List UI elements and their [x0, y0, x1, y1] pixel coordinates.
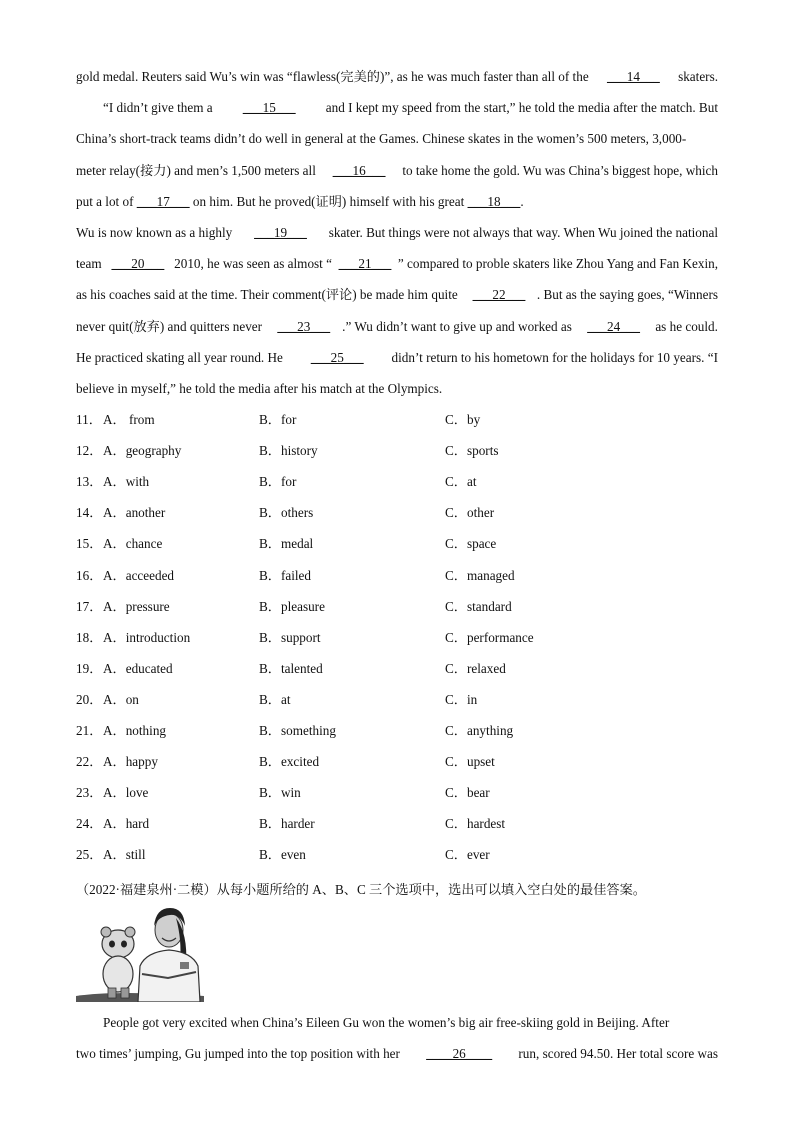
- text-segment: China’s short-track teams didn’t do well in general at the Games. Chinese skates in the women’s 500 meters, 3,000-: [76, 131, 687, 147]
- option-c: C．managed: [445, 567, 515, 583]
- question-row: [76, 622, 718, 653]
- option-a: A．still: [103, 847, 146, 863]
- option-b: B．talented: [259, 660, 323, 676]
- option-a: A．with: [103, 474, 150, 490]
- option-c: C．ever: [445, 847, 490, 863]
- option-a: A．happy: [103, 754, 158, 770]
- question-number: 25．: [76, 847, 103, 863]
- text-line: [103, 92, 718, 123]
- text-line: [76, 311, 718, 342]
- answer-blank: ___24___: [587, 318, 640, 334]
- question-row: [76, 528, 718, 559]
- option-a: A．pressure: [103, 598, 170, 614]
- question-number: 21．: [76, 723, 103, 738]
- text-segment: .” Wu didn’t want to give up and worked as: [342, 318, 576, 334]
- text-segment: to take home the gold. Wu was China’s biggest hope, which: [399, 162, 718, 178]
- option-c: C．performance: [445, 629, 534, 645]
- answer-blank: ___14___: [607, 69, 660, 84]
- question-number: 12．: [76, 443, 103, 459]
- text-segment: “I didn’t give them a: [103, 100, 216, 116]
- question-row: [76, 777, 718, 808]
- answer-blank: ___18___: [467, 193, 521, 209]
- option-c: C．by: [445, 412, 481, 427]
- question-row: [76, 560, 718, 591]
- option-a: A．on: [103, 691, 139, 707]
- question-number: 18．: [76, 629, 103, 645]
- text-line: [76, 248, 718, 279]
- text-segment: gold medal. Reuters said Wu’s win was “flawless(完美的)”, as he was much faster than all of the: [76, 69, 592, 84]
- option-c: C．at: [445, 474, 477, 490]
- option-b: B．for: [259, 412, 297, 427]
- option-b: B．medal: [259, 536, 314, 552]
- text-segment: 2010, he was seen as almost “: [170, 256, 332, 272]
- option-c: C．bear: [445, 785, 490, 801]
- question-number: 20．: [76, 691, 103, 707]
- option-c: C．upset: [445, 754, 495, 770]
- option-a: A．another: [103, 505, 166, 521]
- option-c: C．standard: [445, 598, 512, 614]
- question-row: [76, 684, 718, 715]
- question-number: 23．: [76, 785, 103, 801]
- question-number: 11．: [76, 412, 102, 427]
- text-segment: believe in myself,” he told the media after his match at the Olympics.: [76, 381, 443, 396]
- option-c: C．other: [445, 505, 495, 521]
- question-row: [76, 746, 718, 777]
- option-b: B．history: [259, 443, 318, 459]
- text-segment: on him. But he proved(证明) himself with his great: [189, 193, 468, 209]
- option-c: C．anything: [445, 723, 514, 738]
- text-segment: two times’ jumping, Gu jumped into the top position with her: [76, 1046, 404, 1062]
- text-line: [76, 186, 718, 217]
- option-c: C．in: [445, 691, 478, 707]
- option-a: A．chance: [103, 536, 163, 552]
- section-heading: （2022·福建泉州·二模）从每小题所给的 A、B、C 三个选项中，选出可以填入空白处的最佳答案。: [76, 882, 646, 897]
- question-number: 17．: [76, 598, 103, 614]
- question-row: [76, 653, 718, 684]
- text-segment: Wu is now known as a highly: [76, 225, 236, 240]
- option-a: A．love: [103, 785, 149, 801]
- question-number: 15．: [76, 536, 103, 552]
- option-a: A． from: [103, 412, 155, 427]
- question-row: [76, 466, 718, 497]
- text-segment: run, scored 94.50. Her total score was: [515, 1046, 718, 1062]
- option-b: B．win: [259, 785, 301, 801]
- option-c: C．hardest: [445, 816, 506, 832]
- text-line: [76, 342, 718, 373]
- option-b: B．something: [259, 723, 336, 738]
- question-row: [76, 715, 718, 746]
- text-line: [103, 1007, 718, 1038]
- answer-blank: ___20___: [111, 256, 165, 272]
- option-a: A．educated: [103, 660, 173, 676]
- option-b: B．pleasure: [259, 598, 325, 614]
- question-number: 13．: [76, 474, 103, 490]
- option-b: B．support: [259, 629, 321, 645]
- text-segment: as he could.: [652, 318, 718, 334]
- option-b: B．others: [259, 505, 314, 521]
- option-c: C．sports: [445, 443, 499, 459]
- text-segment: as his coaches said at the time. Their comment(评论) be made him quite: [76, 287, 462, 303]
- question-row: [76, 839, 718, 870]
- answer-blank: ___25___: [310, 349, 364, 365]
- answer-blank: ____26____: [426, 1046, 493, 1062]
- question-number: 16．: [76, 567, 103, 583]
- text-segment: . But as the saying goes, “Winners: [536, 287, 718, 303]
- text-line: [76, 123, 718, 154]
- text-line: [76, 217, 718, 248]
- answer-blank: ___19___: [254, 225, 307, 240]
- text-line: [76, 61, 718, 92]
- answer-blank: ___22___: [472, 287, 526, 303]
- option-b: B．harder: [259, 816, 315, 832]
- text-segment: didn’t return to his hometown for the holidays for 10 years. “I: [388, 349, 718, 365]
- option-a: A．geography: [103, 443, 182, 459]
- text-line: [76, 1038, 718, 1069]
- option-a: A．acceeded: [103, 567, 175, 583]
- option-b: B．for: [259, 474, 297, 490]
- option-c: C．space: [445, 536, 497, 552]
- text-segment: skater. But things were not always that way. When Wu joined the national: [325, 225, 718, 240]
- question-row: [76, 435, 718, 466]
- question-row: [76, 808, 718, 839]
- question-number: 19．: [76, 660, 103, 676]
- option-a: A．nothing: [103, 723, 167, 738]
- answer-blank: ___21___: [338, 256, 392, 272]
- answer-blank: ___17___: [136, 193, 190, 209]
- answer-blank: ___16___: [332, 162, 386, 178]
- answer-blank: ___23___: [277, 318, 331, 334]
- text-segment: team: [76, 256, 105, 272]
- option-b: B．excited: [259, 754, 320, 770]
- text-line: [76, 279, 718, 310]
- option-b: B．at: [259, 691, 291, 707]
- question-row: [76, 591, 718, 622]
- text-segment: .: [520, 193, 524, 209]
- option-c: C．relaxed: [445, 660, 506, 676]
- text-line: [76, 373, 718, 404]
- option-a: A．introduction: [103, 629, 191, 645]
- athlete-photo: [76, 904, 204, 1002]
- text-line: [76, 155, 718, 186]
- answer-blank: ___15___: [242, 100, 296, 116]
- text-segment: never quit(放弃) and quitters never: [76, 318, 266, 334]
- question-number: 24．: [76, 816, 103, 832]
- option-b: B．even: [259, 847, 306, 863]
- text-segment: and I kept my speed from the start,” he told the media after the match. But: [322, 100, 718, 116]
- text-segment: put a lot of: [76, 193, 137, 209]
- question-number: 14．: [76, 505, 103, 521]
- text-segment: ” compared to proble skaters like Zhou Yang and Fan Kexin,: [397, 256, 718, 272]
- question-row: [76, 404, 718, 435]
- question-row: [76, 497, 718, 528]
- question-number: 22．: [76, 754, 103, 770]
- option-b: B．failed: [259, 567, 312, 583]
- text-segment: meter relay(接力) and men’s 1,500 meters all: [76, 162, 320, 178]
- text-segment: He practiced skating all year round. He: [76, 349, 287, 365]
- option-a: A．hard: [103, 816, 150, 832]
- text-segment: People got very excited when China’s Eileen Gu won the women’s big air free-skiing gold in Beijing. After: [103, 1015, 670, 1030]
- text-segment: skaters.: [674, 69, 718, 84]
